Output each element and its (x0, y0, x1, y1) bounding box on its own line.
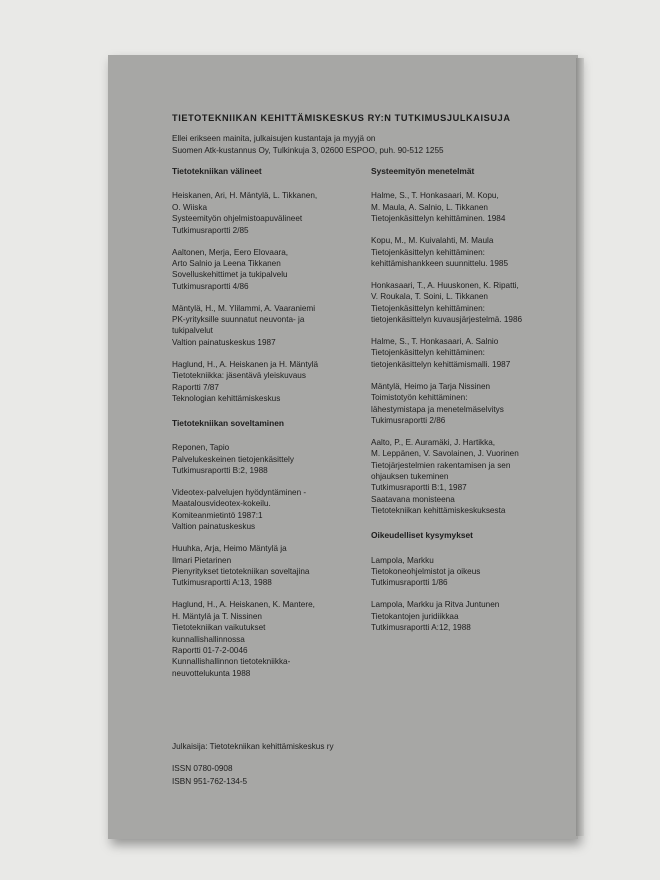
entry-line: Toimistotyön kehittäminen: (371, 393, 468, 403)
publication-entry (172, 442, 387, 476)
section-heading: Oikeudelliset kysymykset (371, 530, 473, 541)
entry-line: Maatalousvideotex-kokeilu. (172, 499, 271, 509)
footer (172, 740, 334, 788)
entry-line: Systeemityön ohjelmistoapuvälineet (172, 214, 303, 224)
entry-line: H. Mäntylä ja T. Nissinen (172, 611, 262, 621)
entry-line: Halme, S., T. Honkasaari, M. Kopu, (371, 191, 499, 201)
entry-line: Tietotekniikan vaikutukset (172, 623, 266, 633)
entry-line: Tutkimusraportti B:1, 1987 (371, 483, 467, 493)
publication-entry (172, 543, 387, 589)
publication-entry (371, 555, 586, 589)
publication-entry (371, 190, 586, 224)
entry-line: Videotex-palvelujen hyödyntäminen - (172, 488, 307, 498)
series-title: TIETOTEKNIIKAN KEHITTÄMISKESKUS RY:N TUTKIMUSJULKAISUJA (172, 113, 511, 123)
isbn-line: ISBN 951-762-134-5 (172, 777, 248, 786)
publisher-note (172, 133, 444, 157)
entry-line: Sovelluskehittimet ja tukipalvelu (172, 270, 288, 280)
entry-line: Tukimusraportti 2/86 (371, 415, 446, 425)
entry-line: Huuhka, Arja, Heimo Mäntylä ja (172, 544, 287, 554)
entry-line: Kunnallishallinnon tietotekniikka- (172, 657, 291, 667)
section-heading: Systeemityön menetelmät (371, 166, 475, 176)
entry-line: M. Maula, A. Salnio, L. Tikkanen (371, 202, 488, 212)
publisher-note-line: Suomen Atk-kustannus Oy, Tulkinkuja 3, 02600 ESPOO, puh. 90-512 1255 (172, 146, 444, 155)
entry-line: Tietotekniikan kehittämiskeskuksesta (371, 506, 506, 516)
entry-line: Valtion painatuskeskus 1987 (172, 337, 276, 347)
entry-line: neuvottelukunta 1988 (172, 668, 251, 678)
entry-line: Aaltonen, Merja, Eero Elovaara, (172, 247, 289, 257)
right-column (371, 166, 586, 644)
entry-line: ohjauksen tukeminen (371, 472, 449, 482)
entry-line: Raportti 7/87 (172, 382, 219, 392)
publisher-note-line: Ellei erikseen mainita, julkaisujen kustantaja ja myyjä on (172, 134, 376, 143)
publication-entry (371, 235, 586, 269)
entry-line: Kopu, M., M. Kuivalahti, M. Maula (371, 236, 494, 246)
entry-line: Tietojärjestelmien rakentamisen ja sen (371, 460, 511, 470)
entry-line: Tutkimusraportti 4/86 (172, 281, 249, 291)
publication-entry (371, 599, 586, 633)
entry-line: Tietotekniikka: jäsentävä yleiskuvaus (172, 371, 306, 381)
publication-entry (371, 280, 586, 326)
issn-line: ISSN 0780-0908 (172, 764, 233, 773)
entry-line: Komiteanmietintö 1987:1 (172, 510, 263, 520)
entry-line: Pienyritykset tietotekniikan soveltajina (172, 566, 310, 576)
entry-line: Ilmari Pietarinen (172, 555, 232, 565)
entry-line: Arto Salnio ja Leena Tikkanen (172, 258, 281, 268)
entry-line: PK-yrityksille suunnatut neuvonta- ja (172, 315, 305, 325)
entry-line: tukipalvelut (172, 326, 213, 336)
publication-entry (371, 336, 586, 370)
entry-line: Mäntylä, Heimo ja Tarja Nissinen (371, 381, 491, 391)
entry-line: kehittämishankkeen suunnittelu. 1985 (371, 258, 509, 268)
entry-line: Tietokoneohjelmistot ja oikeus (371, 566, 481, 576)
entry-line: Lampola, Markku ja Ritva Juntunen (371, 600, 500, 610)
entry-line: Aalto, P., E. Auramäki, J. Hartikka, (371, 437, 496, 447)
publication-entry (172, 359, 387, 405)
entry-line: Mäntylä, H., M. Ylilammi, A. Vaaraniemi (172, 303, 316, 313)
entry-line: tietojenkäsittelyn kuvausjärjestelmä. 1986 (371, 315, 523, 325)
entry-line: Haglund, H., A. Heiskanen ja H. Mäntylä (172, 359, 319, 369)
entry-line: Tietojenkäsittelyn kehittäminen: (371, 348, 485, 358)
entry-line: Tutkimusraportti 2/85 (172, 225, 249, 235)
publication-entry (371, 437, 586, 517)
entry-line: O. Wiiska (172, 202, 208, 212)
entry-line: Heiskanen, Ari, H. Mäntylä, L. Tikkanen, (172, 191, 318, 201)
entry-line: Saatavana monisteena (371, 494, 455, 504)
publication-entry (172, 599, 387, 679)
entry-line: Halme, S., T. Honkasaari, A. Salnio (371, 336, 499, 346)
section-heading: Tietotekniikan soveltaminen (172, 417, 285, 428)
publication-entry (172, 190, 387, 236)
entry-line: Tietojenkäsittelyn kehittäminen: (371, 247, 485, 257)
entry-line: Tutkimusraportti B:2, 1988 (172, 466, 268, 476)
entry-line: Tietojenkäsittelyn kehittäminen. 1984 (371, 214, 506, 224)
entry-line: Tutkimusraportti 1/86 (371, 578, 448, 588)
entry-line: Haglund, H., A. Heiskanen, K. Mantere, (172, 600, 315, 610)
entry-line: Tutkimusraportti A:12, 1988 (371, 623, 471, 633)
entry-line: Valtion painatuskeskus (172, 522, 256, 532)
entry-line: kunnallishallinnossa (172, 634, 245, 644)
section-heading: Tietotekniikan välineet (172, 166, 262, 176)
entry-line: Raportti 01-7-2-0046 (172, 645, 248, 655)
entry-line: V. Roukala, T. Soini, L. Tikkanen (371, 292, 488, 302)
publisher-line: Julkaisija: Tietotekniikan kehittämiskeskus ry (172, 742, 334, 751)
publication-entry (172, 487, 387, 533)
left-column (172, 166, 387, 690)
entry-line: M. Leppänen, V. Savolainen, J. Vuorinen (371, 449, 519, 459)
publication-entry (172, 303, 387, 349)
entry-line: Honkasaari, T., A. Huuskonen, K. Ripatti, (371, 280, 519, 290)
entry-line: tietojenkäsittelyn kehittämismalli. 1987 (371, 359, 511, 369)
entry-line: Tietokantojen juridiikkaa (371, 611, 459, 621)
entry-line: Tutkimusraportti A:13, 1988 (172, 578, 272, 588)
entry-line: Palvelukeskeinen tietojenkäsittely (172, 454, 294, 464)
publication-entry (172, 247, 387, 293)
publication-entry (371, 381, 586, 427)
entry-line: Lampola, Markku (371, 555, 434, 565)
entry-line: lähestymistapa ja menetelmäselvitys (371, 404, 504, 414)
entry-line: Teknologian kehittämiskeskus (172, 394, 281, 403)
entry-line: Tietojenkäsittelyn kehittäminen: (371, 303, 485, 313)
entry-line: Reponen, Tapio (172, 443, 230, 453)
